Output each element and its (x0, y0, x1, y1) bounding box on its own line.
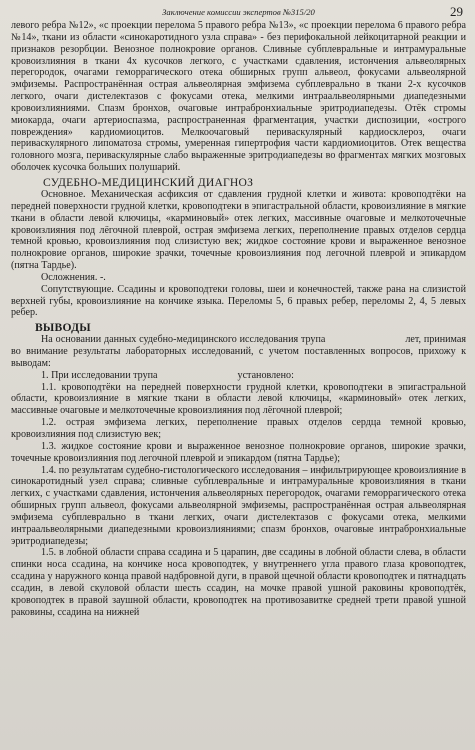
item-1-title-part-b: установлено: (237, 369, 294, 381)
page-number: 29 (450, 4, 463, 19)
histology-paragraph: левого ребра №12», «с проекции перелома 5 правого ребра №13», «с проекции перелома 6 правого ребра №14», ткани из области «синокаротидного узла справа» - без перифокальной лейкоцитарной реакции и признаков резорбции. Венозное полнокровие органов. Сливные субплевральные и интрамуральные кровоизлияния в ткани 4х кусочков легкого, с участками сдавления, истончения альвеолярных перегородок, очагами геморрагического отека обширных групп альвеол, фокусами альвеолярной эмфиземы. Распространённая острая альвеолярная эмфизема субплеврально в ткани 2-х кусочков легкого, очаги дистелектазов с фокусами отека, мелкими интраальвеолярными диапедезными кровоизлияниями. Спазм бронхов, очаговые интрабронхиальные эритродиапедезы. Отёк стромы миокарда, очаги артериоспазма, распространенная фрагментация, участки диспозиции, «острого повреждения» кардиомиоцитов. Мелкоочаговый периваскулярный кардиосклероз, очаги периваскулярного липоматоза стромы, умеренная гипертрофия части кардиомиоцитов. Отек вещества головного мозга, периваскулярные слабо выраженные эритродиапедезы во фрагментах мягких мозговых оболочек кусочка больших полушарий. (11, 20, 466, 174)
main-diagnosis-paragraph: Основное. Механическая асфиксия от сдавления грудной клетки и живота: кровоподтёки на передней поверхности грудной клетки, кровоподтеки в эпигастральной области, кровоизлияние в мягкие ткани в области левой ключицы, «карминовый» отек легких, массивные очаговые и мелкоточечные кровоизлияния под лёгочной плеврой, острая эмфизема легких, переполнение правых отделов сердца темной кровью, кровоизлияния под слизистую век; жидкое состояние крови и выраженное венозное полнокровие органов, широкие зрачки, точечные кровоизлияния под легочной плеврой и эпикардом (пятна Тардье). (11, 188, 466, 272)
item-1-2: 1.2. острая эмфизема легких, переполнение правых отделов сердца темной кровью, кровоизлияния под слизистую век; (11, 417, 466, 440)
diagnosis-heading: СУДЕБНО-МЕДИЦИНСКИЙ ДИАГНОЗ (43, 175, 254, 189)
item-1-3: 1.3. жидкое состояние крови и выраженное венозное полнокровие органов, широкие зрачки, точечные кровоизлияния под легочной плеврой и эпикардом (пятна Тардье); (11, 440, 466, 464)
item-1-4: 1.4. по результатам судебно-гистологического исследования – инфильтрирующее кровоизлияние в синокаротидный узел справа; сливные субплевральные и интрамуральные кровоизлияния в ткани легких, с участками сдавления, истончения альвеолярных перегородок, очагами геморрагического отека обширных групп альвеол, фокусами альвеолярной эмфиземы, распространённая острая альвеолярная эмфизема субплеврально в ткани легких, очаги дистелектазов с фокусами отека, мелкими интраальвеолярными диапедезными кровоизлияниями; спазм бронхов, очаговые интрабронхиальные эритродиапедезы; (11, 464, 466, 547)
complications-paragraph: Осложнения. -. (41, 271, 106, 283)
item-1-title (11, 370, 466, 382)
conclusions-intro-part-b: лет, принимая во внимание результаты лабораторных исследований, с учетом поставленных вопросов, прихожу к выводам: (11, 334, 467, 369)
item-1-1: 1.1. кровоподтёки на передней поверхности грудной клетки, кровоподтеки в эпигастральной области, кровоизлияние в мягкие ткани в области левой ключицы, «карминовый» отек легких, массивные очаговые и мелкоточечные кровоизлияния под лёгочной плеврой; (11, 381, 466, 417)
item-1-5: 1.5. в лобной области справа ссадина и 5 царапин, две ссадины в лобной области слева, в области спинки носа ссадина, на кончике носа кровоподтек, у внутреннего угла правого глаза кровоподтек, ссадина у наружного конца правой надбровной дуги, в правой щечной области кровоподтек и пятнадцать ссадин, в левой скуловой области шесть ссадин, на мочке правой ушной раковины кровоподтёк, кровоподтек в правой заушной области, кровоподтек на противозавитке средней трети правой ушной раковины, ссадина на нижней (11, 547, 466, 618)
conclusions-heading: ВЫВОДЫ (35, 321, 91, 335)
page-header (11, 4, 466, 20)
conclusions-intro-paragraph (11, 334, 466, 370)
document-body (11, 20, 466, 619)
item-1-title-part-a: 1. При исследовании трупа (41, 369, 158, 381)
running-title: Заключение комиссии экспертов №315/20 (162, 7, 315, 17)
conclusions-intro-part-a: На основании данных судебно-медицинского исследования трупа (41, 334, 326, 346)
concomitant-paragraph: Сопутствующие. Ссадины и кровоподтеки головы, шеи и конечностей, также рана на слизистой верхней губы, кровоизлияние на кончике языка. Переломы 5, 6 правых ребер, переломы 2, 4, 5 левых ребер. (11, 283, 466, 319)
